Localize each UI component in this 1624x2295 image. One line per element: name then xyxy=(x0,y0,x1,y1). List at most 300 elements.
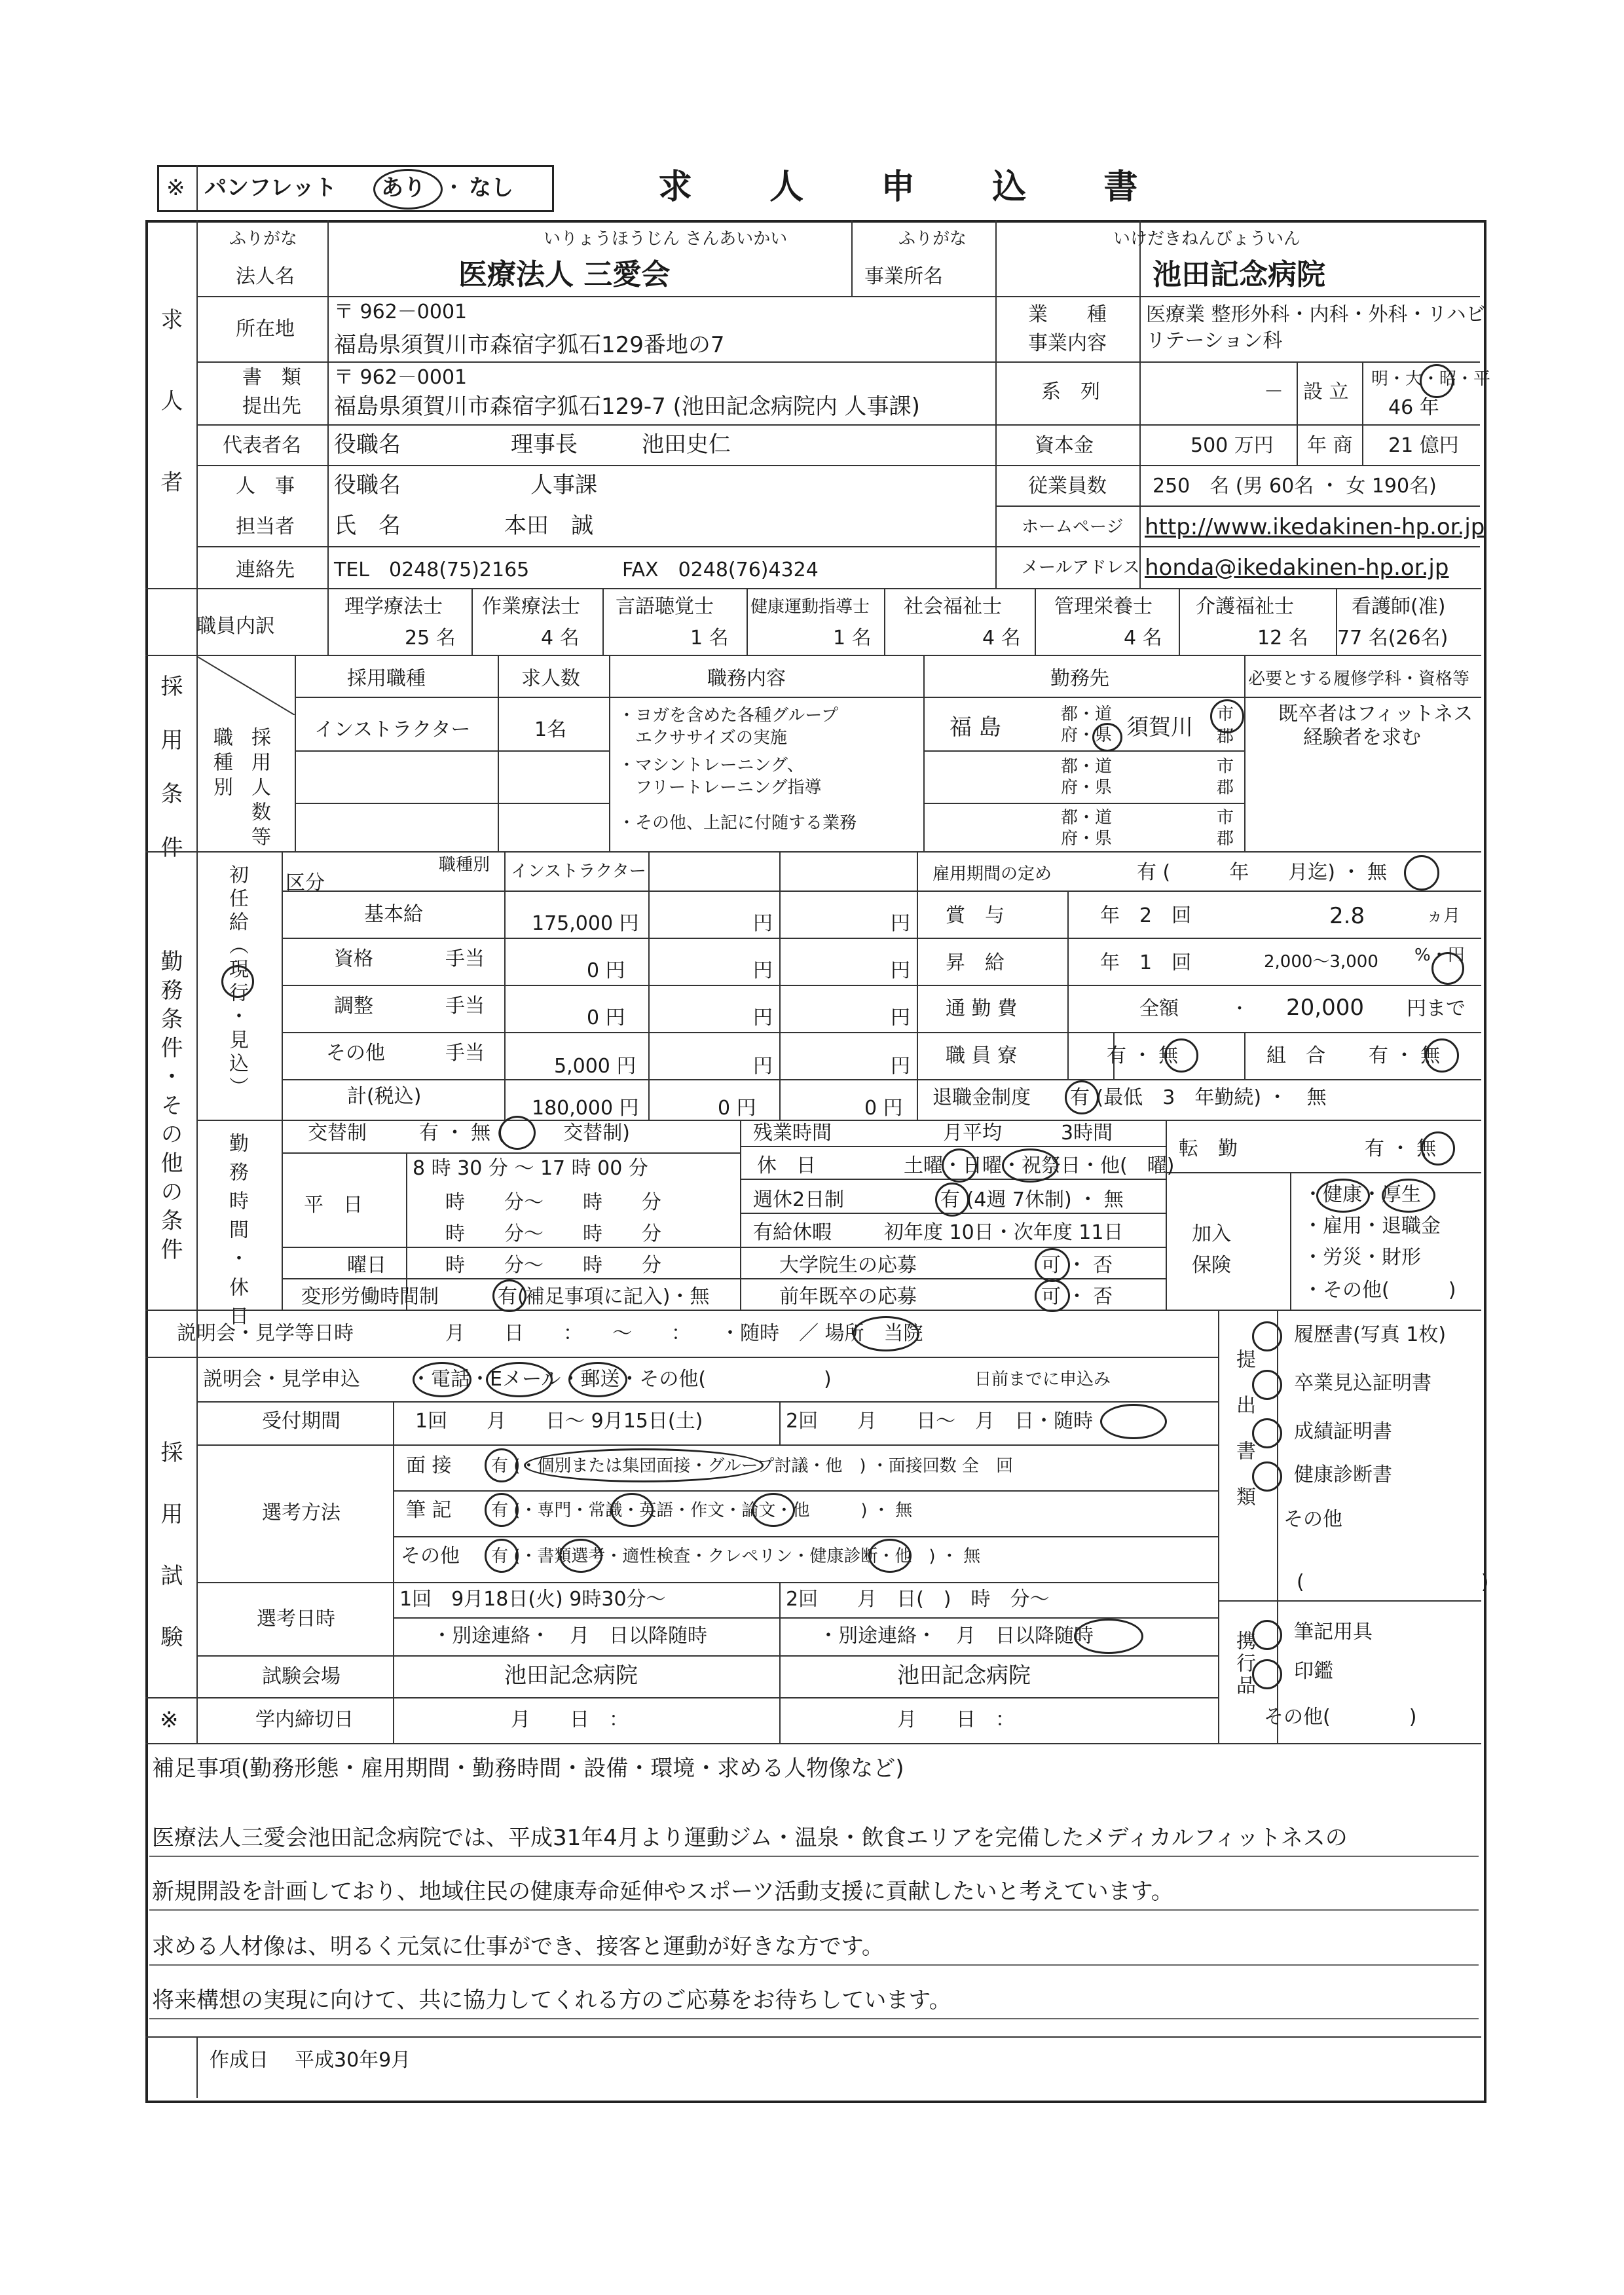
date-anytime-circle xyxy=(1074,1619,1143,1654)
fax: FAX 0248(76)4324 xyxy=(622,559,819,581)
row-line xyxy=(923,803,1244,804)
rep-label: 代表者名 xyxy=(223,434,301,457)
salary-row-suffix: 手当 xyxy=(445,1042,485,1065)
city-suffix: 郡 xyxy=(1217,829,1234,849)
side-label-employer: 求人者 xyxy=(157,308,183,551)
dorm-label: 職 員 寮 xyxy=(946,1044,1018,1067)
salary-side-label: 初任給（現行・見込） xyxy=(225,864,248,1100)
carry-check-circle xyxy=(1252,1659,1282,1689)
revenue-value: 21 億円 xyxy=(1388,434,1459,457)
address: 福島県須賀川市森宿字狐石129番地の7 xyxy=(334,332,725,358)
side-label-exam: 採用試験 xyxy=(157,1441,183,1687)
staff-value: 12 名 xyxy=(1257,627,1308,650)
col-line xyxy=(851,220,853,296)
apply-deadline: 日前までに申込み xyxy=(974,1370,1111,1389)
notes-line: 医療法人三愛会池田記念病院では、平成31年4月より運動ジム・温泉・飲食エリアを完備したメディカルフィットネスの xyxy=(152,1825,1348,1851)
flex-label: 変形労働時間制 xyxy=(301,1285,439,1308)
row-line xyxy=(196,1655,1218,1657)
homepage-link[interactable]: http://www.ikedakinen-hp.or.jp xyxy=(1145,514,1485,540)
col-line xyxy=(327,588,329,655)
row-line xyxy=(295,697,1481,698)
city-suffix: 郡 xyxy=(1217,778,1234,798)
col-line xyxy=(1244,1032,1246,1079)
industry-2: リテーション科 xyxy=(1146,329,1283,352)
commute-label: 通 勤 費 xyxy=(946,997,1018,1020)
hr-title-label: 役職名 xyxy=(334,472,401,498)
col-count: 求人数 xyxy=(521,667,580,690)
pref-suffix: 府・県 xyxy=(1061,829,1113,849)
commute-unit: 円まで xyxy=(1407,997,1466,1020)
weekly2-value: 有 (4週 7休制) ・ 無 xyxy=(940,1188,1124,1211)
staff-label: 社会福祉士 xyxy=(904,595,1002,618)
tel: TEL 0248(75)2165 xyxy=(334,559,530,581)
hiring-sub-label-1: 職種別 xyxy=(210,727,232,801)
staff-label: 介護福祉士 xyxy=(1196,595,1294,618)
doc-check-circle xyxy=(1252,1418,1282,1448)
dorm-circle xyxy=(1164,1038,1198,1073)
rep-title-label: 役職名 xyxy=(334,431,401,458)
col-line xyxy=(779,1582,781,1743)
pref-suffix: 府・県 xyxy=(1061,778,1113,798)
carry-item: その他( ) xyxy=(1264,1706,1417,1729)
sunday-circle xyxy=(942,1148,977,1183)
hr-name: 本田 誠 xyxy=(504,513,593,539)
col-line xyxy=(1290,1172,1291,1310)
venue-label: 試験会場 xyxy=(262,1665,341,1688)
briefing-label: 説明会・見学等日時 xyxy=(177,1322,354,1345)
salary-row-v2: 円 xyxy=(753,959,773,982)
salary-row-v1: 175,000 円 xyxy=(532,912,639,935)
interview-label: 面 接 xyxy=(406,1454,452,1477)
venue-1: 池田記念病院 xyxy=(504,1662,638,1689)
row-line xyxy=(295,803,609,804)
carry-side-label: 携行品 xyxy=(1232,1630,1255,1697)
hiring-diagonal xyxy=(196,656,295,715)
industry-label-2: 事業内容 xyxy=(1028,332,1107,355)
other-value: 有 (・書類選考・適性検査・クレペリン・健康診断・他 ) ・ 無 xyxy=(491,1547,981,1566)
pamphlet-sep: ・ xyxy=(443,175,465,201)
pref-suffix: 都・道 xyxy=(1061,757,1113,777)
school-value-2: 月 日 ： xyxy=(897,1708,1015,1731)
holiday-circle xyxy=(1002,1148,1058,1183)
corp-label: 法人名 xyxy=(236,265,295,288)
col-line xyxy=(1362,361,1363,465)
grad-label: 大学院生の応募 xyxy=(779,1254,917,1277)
row-line xyxy=(196,1401,1218,1403)
contact-label: 連絡先 xyxy=(236,559,295,581)
staff-value: 4 名 xyxy=(541,627,580,650)
hours-line-4: 時 分～ 時 分 xyxy=(445,1254,661,1277)
date-value-2: 2回 月 日( ) 時 分～ xyxy=(786,1588,1050,1611)
bonus-label: 賞 与 xyxy=(946,904,1005,927)
retire-value: 有 (最低 3 年勤続) ・ 無 xyxy=(1070,1086,1327,1109)
footer-line xyxy=(145,2036,1481,2038)
header-mark: ※ xyxy=(166,175,185,201)
staff-label: 作業療法士 xyxy=(482,595,580,618)
doc-item: ( ) xyxy=(1297,1571,1489,1594)
briefing-value: 月 日 ： ～ ： ・随時 ／ 場所 当院 xyxy=(445,1322,923,1345)
col-line xyxy=(471,588,473,655)
dorm-value: 有 ・ 無 xyxy=(1107,1044,1179,1067)
requirements-1: 既卒者はフィットネス xyxy=(1278,703,1473,725)
note-rule xyxy=(149,1909,1479,1911)
commute-dot: ・ xyxy=(1231,999,1249,1019)
homepage-label: ホームページ xyxy=(1022,517,1124,537)
paid-leave-label: 有給休暇 xyxy=(753,1221,832,1244)
email-link[interactable]: honda@ikedakinen-hp.or.jp xyxy=(1145,555,1449,581)
prev-circle xyxy=(1035,1279,1070,1312)
bonus-months: 2.8 xyxy=(1329,903,1365,929)
insurance-4: ・その他( ) xyxy=(1303,1279,1456,1302)
page-title: 求 人 申 込 書 xyxy=(658,168,1171,207)
transfer-label: 転 勤 xyxy=(1179,1137,1238,1160)
col-line xyxy=(1297,361,1298,465)
written-value: 有 (・専門・常識・英語・作文・論文・他 ) ・ 無 xyxy=(491,1501,913,1520)
row-line xyxy=(282,938,1481,939)
row-line xyxy=(282,1079,1481,1080)
salary-row-v2: 円 xyxy=(753,912,773,935)
address-label: 所在地 xyxy=(236,318,295,340)
row-line xyxy=(196,361,1480,363)
holidays-value: 土曜・日曜・祝祭日・他( 曜) xyxy=(904,1154,1175,1177)
form-frame xyxy=(145,220,1489,2103)
commute-type: 全額 xyxy=(1139,997,1179,1020)
founded-era: 明・大・昭・平 xyxy=(1371,369,1491,389)
pamphlet-label: パンフレット xyxy=(204,175,337,201)
staff-label: 理学療法士 xyxy=(344,595,443,618)
row-line xyxy=(923,750,1244,752)
row-line xyxy=(282,985,1481,986)
raise-unit: %・円 xyxy=(1414,946,1465,965)
salary-row-v2: 円 xyxy=(753,1006,773,1029)
weekday-label: 平 日 xyxy=(304,1194,363,1217)
salary-row-v2: 円 xyxy=(753,1055,773,1078)
col-requirements: 必要とする履修学科・資格等 xyxy=(1248,669,1470,689)
founded-label: 設 立 xyxy=(1303,380,1349,403)
pamphlet-no: なし xyxy=(469,175,513,201)
staff-value: 4 名 xyxy=(1124,627,1162,650)
col-line xyxy=(923,655,925,851)
note-rule xyxy=(149,1856,1479,1857)
col-line xyxy=(498,655,499,851)
employees-label: 従業員数 xyxy=(1028,475,1107,498)
period-anytime-circle xyxy=(1100,1404,1167,1439)
hiring-duty: ・マシントレーニング、 xyxy=(618,756,804,775)
row-line xyxy=(145,588,1481,589)
col-duties: 職務内容 xyxy=(707,667,786,690)
hr-label-2: 担当者 xyxy=(236,515,295,538)
insurance-2: ・雇用・退職金 xyxy=(1303,1215,1441,1238)
staff-label: 健康運動指導士 xyxy=(750,597,870,617)
carry-item: 印鑑 xyxy=(1294,1660,1333,1683)
footer-col xyxy=(196,2036,198,2098)
col-line xyxy=(995,220,997,588)
date-sub-1: ・別途連絡・ 月 日以降随時 xyxy=(432,1625,707,1647)
submit-address: 福島県須賀川市森宿字狐石129-7 (池田記念病院内 人事課) xyxy=(334,394,920,420)
apply-email-circle xyxy=(486,1362,553,1397)
pref-suffix: 都・道 xyxy=(1061,705,1113,724)
col-line xyxy=(282,1120,283,1310)
row-line xyxy=(145,1697,1218,1698)
side-column-line xyxy=(196,220,198,1743)
commute-amount: 20,000 xyxy=(1286,995,1364,1021)
row-line xyxy=(393,1617,1218,1619)
row-line xyxy=(1166,1172,1481,1173)
col-job: 採用職種 xyxy=(347,667,426,690)
office-furigana-label: ふりがな xyxy=(898,229,967,249)
row-line xyxy=(145,1743,1481,1744)
salary-row-v1: 5,000 円 xyxy=(554,1055,637,1078)
staff-value: 4 名 xyxy=(982,627,1021,650)
col-line xyxy=(327,220,329,588)
bonus-times: 年 2 回 xyxy=(1100,904,1192,927)
pref-circle xyxy=(1092,723,1122,752)
union-value: 有 ・ 無 xyxy=(1369,1044,1441,1067)
col-location: 勤務先 xyxy=(1050,667,1109,690)
other-circle xyxy=(485,1539,519,1573)
col-line xyxy=(740,1120,741,1310)
insurance-1: ・健康・厚生 xyxy=(1303,1183,1421,1206)
col-line xyxy=(1166,1120,1167,1310)
period-label: 受付期間 xyxy=(262,1410,341,1433)
row-line xyxy=(393,1536,1218,1537)
hr-label-1: 人 事 xyxy=(236,475,295,498)
carry-item: 筆記用具 xyxy=(1294,1621,1373,1643)
corp-furigana: いりょうほうじん さんあいかい xyxy=(544,229,788,249)
doc-item: 履歴書(写真 1枚) xyxy=(1294,1323,1447,1346)
written-common-circle xyxy=(610,1493,654,1527)
col-line xyxy=(1139,220,1141,588)
prev-label: 前年既卒の応募 xyxy=(779,1285,917,1308)
note-rule xyxy=(149,1964,1479,1966)
retire-circle xyxy=(1065,1080,1099,1114)
weekly2-label: 週休2日制 xyxy=(753,1188,845,1211)
col-line xyxy=(1179,588,1180,655)
docs-side-label: 提出書類 xyxy=(1232,1349,1255,1532)
holidays-label: 休 日 xyxy=(757,1154,816,1177)
col-line xyxy=(295,655,296,851)
salary-row-v3: 円 xyxy=(891,959,910,982)
staff-value: 25 名 xyxy=(405,627,456,650)
salary-total-v3: 0 円 xyxy=(864,1097,903,1120)
salary-row-v3: 円 xyxy=(891,1055,910,1078)
rep-title: 理事長 xyxy=(511,431,578,458)
insurance-circle xyxy=(1382,1179,1435,1213)
row-line xyxy=(196,546,1480,547)
corp-furigana-label: ふりがな xyxy=(229,229,298,249)
row-line xyxy=(196,1120,1481,1121)
salary-row-suffix: 手当 xyxy=(445,947,485,970)
school-label: 学内締切日 xyxy=(255,1708,354,1731)
raise-circle xyxy=(1431,952,1464,985)
row-line xyxy=(393,1490,1218,1492)
salary-row-label: 資格 xyxy=(334,947,373,970)
row-line xyxy=(282,1152,740,1154)
notes-line: 求める人材像は、明るく元気に仕事ができ、接客と運動が好きな方です。 xyxy=(152,1934,884,1960)
col-line xyxy=(609,655,610,851)
pamphlet-yes: あり xyxy=(381,175,426,201)
insurance-label-2: 保険 xyxy=(1192,1254,1231,1277)
raise-label: 昇 給 xyxy=(946,951,1005,974)
retire-label: 退職金制度 xyxy=(932,1086,1031,1109)
row-line xyxy=(740,1146,1166,1147)
interview-circle xyxy=(485,1448,519,1482)
revenue-label: 年 商 xyxy=(1307,434,1353,457)
salary-total-v2: 0 円 xyxy=(718,1097,756,1120)
salary-row-suffix: 手当 xyxy=(445,995,485,1018)
city-suffix: 市 xyxy=(1217,808,1234,828)
created-value: 平成30年9月 xyxy=(295,2049,411,2072)
union-label: 組 合 xyxy=(1266,1044,1325,1067)
union-circle xyxy=(1425,1038,1459,1073)
written-circle xyxy=(485,1493,519,1527)
period-label: 雇用期間の定め xyxy=(932,864,1052,884)
hiring-duty: ・その他、上記に付随する業務 xyxy=(618,813,857,833)
col-line xyxy=(779,1401,781,1444)
side-label-work: 勤務条件・その他の条件 xyxy=(157,949,183,1266)
city-suffix: 郡 xyxy=(1217,727,1234,746)
apply-value: ・電話・Eメール・郵送・その他( ) xyxy=(411,1368,832,1391)
note-rule xyxy=(149,2018,1479,2019)
briefing-anytime-circle xyxy=(853,1316,919,1351)
raise-amount: 2,000～3,000 xyxy=(1264,952,1378,972)
office-furigana: いけだきねんびょういん xyxy=(1113,229,1301,249)
row-line xyxy=(282,1247,740,1248)
salary-job-col: インストラクター xyxy=(511,862,646,881)
date-label: 選考日時 xyxy=(257,1607,335,1630)
office-name: 池田記念病院 xyxy=(1153,258,1325,291)
row-line xyxy=(196,1582,1218,1583)
hr-name-label: 氏 名 xyxy=(334,513,401,539)
overtime-value: 月平均 3時間 xyxy=(943,1122,1113,1145)
apply-mail-circle xyxy=(568,1362,627,1397)
date-value-1: 1回 9月18日(火) 9時30分～ xyxy=(399,1588,666,1611)
interview-type-circle xyxy=(524,1448,764,1482)
doc-check-circle xyxy=(1252,1461,1282,1492)
row-line xyxy=(196,465,1480,466)
email-label: メールアドレス xyxy=(1022,558,1140,578)
capital-value: 500 万円 xyxy=(1190,434,1274,457)
current-circle xyxy=(221,965,254,998)
row-line xyxy=(740,1278,1166,1279)
salary-total-v1: 180,000 円 xyxy=(532,1097,639,1120)
row-line xyxy=(1218,1600,1481,1602)
salary-row-v3: 円 xyxy=(891,1006,910,1029)
grad-circle xyxy=(1035,1248,1070,1282)
founded-year: 46 年 xyxy=(1388,396,1439,419)
row-line xyxy=(196,296,1480,297)
row-line xyxy=(196,424,1480,426)
salary-row-v1: 0 円 xyxy=(587,1006,625,1029)
hours-line-1: 8 時 30 分 ～ 17 時 00 分 xyxy=(413,1157,648,1180)
pref-suffix: 府・県 xyxy=(1061,725,1113,745)
hiring-duty: フリートレーニング指導 xyxy=(618,778,822,798)
raise-times: 年 1 回 xyxy=(1100,951,1192,974)
other-docs-circle xyxy=(559,1539,602,1573)
hiring-sub-label-2: 採用人数等 xyxy=(248,727,270,851)
col-line xyxy=(1218,1310,1219,1743)
row-line xyxy=(145,1310,1481,1311)
grad-value: 可 ・ 否 xyxy=(1041,1254,1113,1277)
exam-mark: ※ xyxy=(160,1707,179,1733)
interview-value: 有 (・個別または集団面接・グループ討議・他 ) ・面接回数 全 回 xyxy=(491,1456,1014,1476)
col-line xyxy=(747,588,748,655)
date-sub-2: ・別途連絡・ 月 日以降随時 xyxy=(819,1625,1094,1647)
doc-item: その他 xyxy=(1283,1508,1342,1531)
address-postal: 〒 962－0001 xyxy=(334,301,468,323)
founded-era-circle xyxy=(1420,364,1454,398)
office-label: 事業所名 xyxy=(864,265,943,288)
col-line xyxy=(393,1401,394,1743)
doc-check-circle xyxy=(1252,1321,1282,1351)
hiring-pref: 福 島 xyxy=(950,714,1001,741)
other-health-circle xyxy=(868,1539,912,1573)
submit-postal: 〒 962－0001 xyxy=(334,366,468,389)
other-label: その他 xyxy=(401,1545,460,1568)
shift-value: 有 ・ 無 ( 交替制) xyxy=(419,1122,631,1145)
staff-side-label: 職員内訳 xyxy=(196,615,275,638)
school-value-1: 月 日 ： xyxy=(511,1708,629,1731)
hr-title: 人事課 xyxy=(530,472,597,498)
insurance-circle xyxy=(1316,1179,1370,1213)
col-line xyxy=(1244,655,1246,851)
carry-check-circle xyxy=(1252,1620,1282,1650)
doc-item: 成績証明書 xyxy=(1294,1420,1392,1443)
doc-check-circle xyxy=(1252,1370,1282,1400)
col-line xyxy=(1035,588,1036,655)
staff-value: 77 名(26名) xyxy=(1337,627,1449,650)
period-value-1: 1回 月 日～ 9月15日(土) xyxy=(415,1410,703,1433)
hours-line-2: 時 分～ 時 分 xyxy=(445,1191,661,1214)
hiring-city: 須賀川 xyxy=(1126,714,1193,741)
flex-value: 有(補足事項に記入)・無 xyxy=(498,1285,710,1308)
period-circle xyxy=(1404,855,1439,890)
hiring-duty: エクササイズの実施 xyxy=(618,728,787,748)
bonus-unit: ヵ月 xyxy=(1426,906,1461,926)
city-suffix: 市 xyxy=(1217,705,1234,724)
salary-row-v1: 0 円 xyxy=(587,959,625,982)
notes-line: 新規開設を計画しており、地域住民の健康寿命延伸やスポーツ活動支援に貢献したいと考えています。 xyxy=(152,1879,1173,1905)
col-line xyxy=(884,588,885,655)
row-line xyxy=(282,890,1481,892)
doc-item: 卒業見込証明書 xyxy=(1294,1372,1431,1395)
rep-name: 池田史仁 xyxy=(642,431,731,458)
overtime-label: 残業時間 xyxy=(753,1122,832,1145)
group-label: 系 列 xyxy=(1041,380,1100,403)
apply-label: 説明会・見学申込 xyxy=(203,1368,360,1391)
notes-line: 将来構想の実現に向けて、共に協力してくれる方のご応募をお待ちしています。 xyxy=(152,1987,951,2013)
salary-total-label: 計(税込) xyxy=(347,1085,422,1108)
requirements-2: 経験者を求む xyxy=(1303,726,1421,749)
staff-label: 看護師(准) xyxy=(1352,595,1446,618)
col-line xyxy=(602,588,604,655)
shift-circle xyxy=(499,1116,536,1150)
apply-phone-circle xyxy=(413,1362,471,1397)
weekly2-circle xyxy=(935,1183,969,1217)
staff-value: 1 名 xyxy=(690,627,729,650)
flex-circle xyxy=(492,1279,526,1312)
pref-suffix: 都・道 xyxy=(1061,808,1113,828)
paid-leave-value: 初年度 10日・次年度 11日 xyxy=(884,1221,1124,1244)
staff-label: 言語聴覚士 xyxy=(616,595,714,618)
written-essay-circle xyxy=(752,1493,795,1527)
written-label: 筆 記 xyxy=(406,1499,452,1522)
venue-2: 池田記念病院 xyxy=(897,1662,1031,1689)
staff-value: 1 名 xyxy=(833,627,872,650)
hiring-count: 1名 xyxy=(534,718,567,741)
staff-label: 管理栄養士 xyxy=(1054,595,1153,618)
row-line xyxy=(145,1357,1218,1358)
